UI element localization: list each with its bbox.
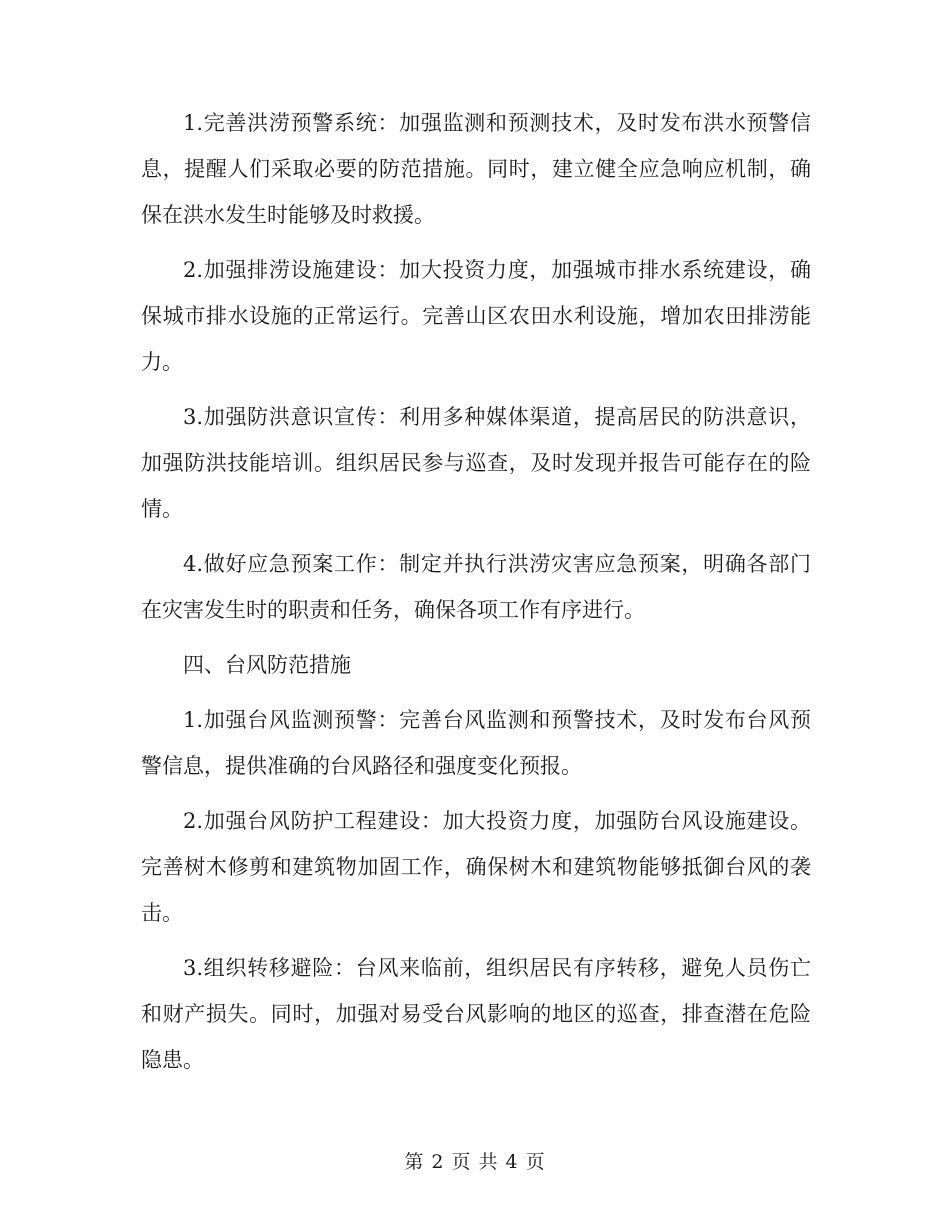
paragraph-typhoon-protection: 2.加强台风防护工程建设：加大投资力度，加强防台风设施建设。完善树木修剪和建筑物加固工作，确保树木和建筑物能够抵御台风的袭击。 — [141, 809, 811, 925]
paragraph-flood-awareness: 3.加强防洪意识宣传：利用多种媒体渠道，提高居民的防洪意识，加强防洪技能培训。组织居民参与巡查，及时发现并报告可能存在的险情。 — [141, 405, 811, 521]
page-content — [141, 100, 811, 1092]
paragraph-evacuation: 3.组织转移避险：台风来临前，组织居民有序转移，避免人员伤亡和财产损失。同时，加强对易受台风影响的地区的巡查，排查潜在危险隐患。 — [141, 956, 811, 1072]
paragraph-drainage: 2.加强排涝设施建设：加大投资力度，加强城市排水系统建设，确保城市排水设施的正常运行。完善山区农田水利设施，增加农田排涝能力。 — [141, 258, 811, 374]
paragraph-typhoon-monitoring: 1.加强台风监测预警：完善台风监测和预警技术，及时发布台风预警信息，提供准确的台风路径和强度变化预报。 — [141, 708, 811, 778]
paragraph-emergency-plan: 4.做好应急预案工作：制定并执行洪涝灾害应急预案，明确各部门在灾害发生时的职责和任务，确保各项工作有序进行。 — [141, 552, 811, 622]
page-number: 第 2 页 共 4 页 — [404, 1151, 546, 1173]
section-heading-typhoon: 四、台风防范措施 — [183, 653, 351, 677]
paragraph-flood-warning: 1.完善洪涝预警系统：加强监测和预测技术，及时发布洪水预警信息，提醒人们采取必要的防范措施。同时，建立健全应急响应机制，确保在洪水发生时能够及时救援。 — [141, 111, 811, 227]
